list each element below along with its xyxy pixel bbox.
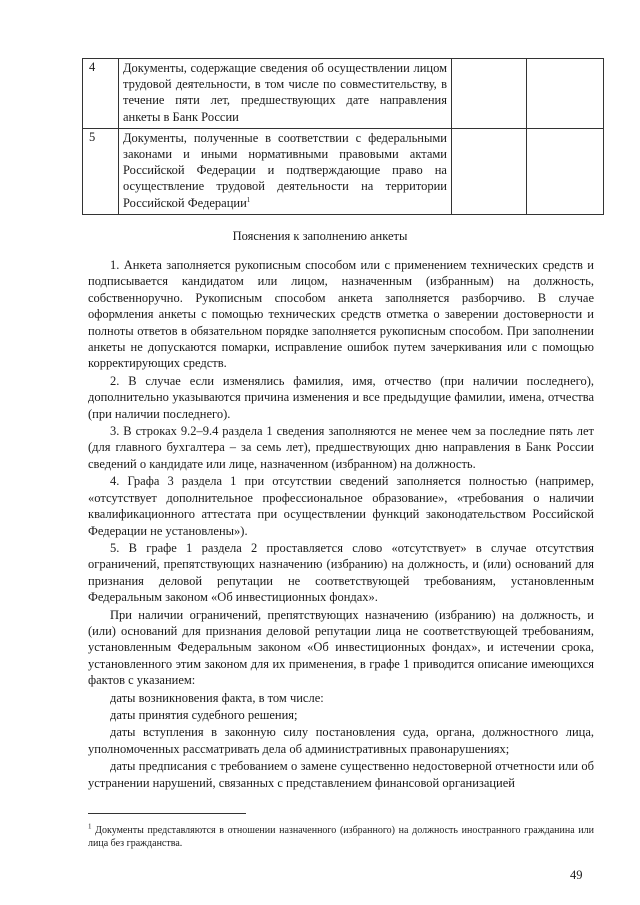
paragraph: 2. В случае если изменялись фамилия, имя, отчество (при наличии последнего), дополнительно указываются причина изменения и все предыдущие фамилии, имена, отчества (при наличии последнего). [88, 373, 594, 421]
paragraph: При наличии ограничений, препятствующих назначению (избранию) на должность, и (или) оснований для признания деловой репутации лица не соответствующей требованиям, установленным Федеральным законом «Об инвестиционных фондах», и истечении срока, установленного этим законом для их применения, в графе 1 приводится описание имеющихся фактов с указанием: [88, 607, 594, 688]
footnote-text: Документы представляются в отношении назначенного (избранного) на должность иностранного гражданина или лица без гражданства. [88, 825, 594, 849]
footnote-reference: 1 [246, 195, 251, 204]
documents-table [82, 58, 604, 215]
list-item: даты вступления в законную силу постановления суда, органа, должностного лица, уполномоченных рассматривать дела об административных правонарушениях; [88, 725, 594, 756]
footnote [88, 824, 594, 850]
row-description-text: Документы, полученные в соответствии с федеральными законами и иными нормативными правовыми актами Российской Федерации и подтверждающие право на осуществление трудовой деятельности на территории Российской Федерации [123, 130, 447, 210]
empty-cell [452, 128, 527, 214]
empty-cell [527, 128, 604, 214]
table-row [83, 128, 604, 214]
list-item: даты принятия судебного решения; [110, 707, 298, 722]
footnote-mark: 1 [88, 822, 92, 831]
paragraph: 1. Анкета заполняется рукописным способом или с применением технических средств и подписывается кандидатом или лицом, назначенным (избранным) на должность, собственноручно. Рукописным способом анкета заполняется разборчиво. В случае оформления анкеты с помощью технических средств отметка о заверении достоверности и полноты ответов в обязательном порядке заполняется рукописным способом. При заполнении анкеты не допускаются помарки, исправление ошибок путем зачеркивания или с помощью корректирующих средств. [88, 258, 594, 371]
paragraph: 5. В графе 1 раздела 2 проставляется слово «отсутствует» в случае отсутствия ограничений, препятствующих назначению (избранию) на должность, и (или) оснований для признания деловой репутации не соответствующей требованиям, установленным Федеральным законом «Об инвестиционных фондах». [88, 540, 594, 605]
empty-cell [452, 59, 527, 129]
row-description [119, 128, 452, 214]
paragraph: 4. Графа 3 раздела 1 при отсутствии сведений заполняется полностью (например, «отсутствует дополнительное профессиональное образование», «требования о наличии квалификационного аттестата при осуществлении функций законодательством Российской Федерации не установлены»). [88, 474, 594, 538]
row-number: 4 [83, 59, 119, 129]
section-title: Пояснения к заполнению анкеты [232, 229, 408, 243]
paragraph: 3. В строках 9.2–9.4 раздела 1 сведения заполняются не менее чем за последние пять лет (для главного бухгалтера – за семь лет), предшествующих дню направления в Банк России сведений о кандидате или лице, назначенном (избранном) на должность. [88, 424, 594, 471]
list-item: даты возникновения факта, в том числе: [110, 690, 324, 705]
footnote-divider [88, 813, 246, 814]
instructions-body [88, 257, 594, 792]
table-row [83, 59, 604, 129]
row-description: Документы, содержащие сведения об осуществлении лицом трудовой деятельности, в том числе по совместительству, в течение пяти лет, предшествующих дате направления анкеты в Банк России [119, 59, 452, 129]
page-number: 49 [570, 868, 583, 882]
list-item: даты предписания с требованием о замене существенно недостоверной отчетности или об устранении нарушений, связанных с представлением финансовой организацией [88, 759, 594, 790]
row-number: 5 [83, 128, 119, 214]
empty-cell [527, 59, 604, 129]
